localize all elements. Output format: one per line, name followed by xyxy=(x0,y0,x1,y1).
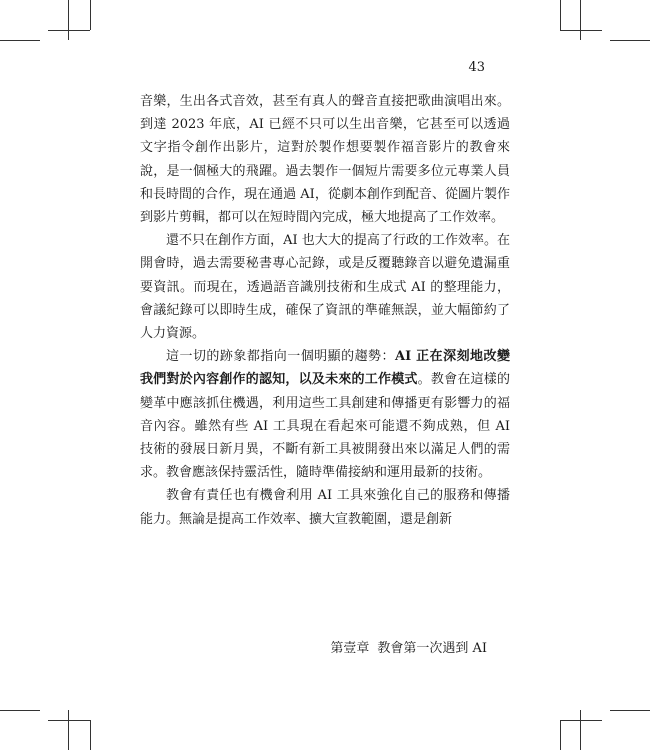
chapter-label: 第壹章 xyxy=(330,641,370,656)
body-text xyxy=(140,90,510,531)
crop-mark xyxy=(580,710,581,750)
running-footer xyxy=(330,637,487,656)
paragraph-text: 音樂，生出各式音效，甚至有真人的聲音直接把歌曲演唱出來。到達 2023 年底，AI 已經不只可以生出音樂，它甚至可以透過文字指令創作出影片，這對於製作想要製作福音影片的教會來說，是一個極大的飛躍。過去製作一個短片需要多位元專業人員和長時間的合作，現在通過 AI，從劇本創作到配音、從圖片製作到影片剪輯，都可以在短時間內完成，極大地提高了工作效率。 xyxy=(140,94,510,226)
paragraph-text: 這一切的跡象都指向一個明顯的趨勢： xyxy=(166,349,395,365)
paragraph xyxy=(140,345,510,484)
crop-mark xyxy=(68,0,69,40)
paragraph xyxy=(140,484,510,530)
paragraph xyxy=(140,90,510,229)
paragraph-text: 。教會在這樣的變革中應該抓住機遇，利用這些工具創建和傳播更有影響力的福音內容。雖然有些 AI 工具現在看起來可能還不夠成熟，但 AI 技術的發展日新月異，不斷有新工具被開發出來以滿足人們的需求。教會應該保持靈活性，隨時準備接納和運用最新的技術。 xyxy=(140,372,510,481)
paragraph xyxy=(140,229,510,345)
crop-mark xyxy=(48,30,90,31)
chapter-title: 教會第一次遇到 AI xyxy=(377,641,487,656)
crop-mark xyxy=(0,710,40,711)
crop-mark xyxy=(560,720,602,721)
crop-mark xyxy=(0,40,40,41)
crop-mark xyxy=(560,720,561,750)
paragraph-text: 教會有責任也有機會利用 AI 工具來強化自己的服務和傳播能力。無論是提高工作效率、擴大宣教範圍，還是創新 xyxy=(140,488,510,527)
emphasized-text: AI 正在深刻地改變我們對於內容創作的認知，以及未來的工作模式 xyxy=(140,349,510,388)
crop-mark xyxy=(610,710,650,711)
paragraph-text: 還不只在創作方面，AI 也大大的提高了行政的工作效率。在開會時，過去需要秘書專心記錄，或是反覆聽錄音以避免遺漏重要資訊。而現在，透過語音識別技術和生成式 AI 的整理能力，會議紀錄可以即時生成，確保了資訊的準確無誤，並大幅節約了人力資源。 xyxy=(140,233,510,342)
page-number: 43 xyxy=(468,60,485,75)
crop-mark xyxy=(90,720,91,750)
crop-mark xyxy=(48,720,90,721)
crop-mark xyxy=(560,0,561,30)
crop-mark xyxy=(580,0,581,40)
crop-mark xyxy=(68,710,69,750)
crop-mark xyxy=(560,30,602,31)
crop-mark xyxy=(610,40,650,41)
crop-mark xyxy=(90,0,91,30)
